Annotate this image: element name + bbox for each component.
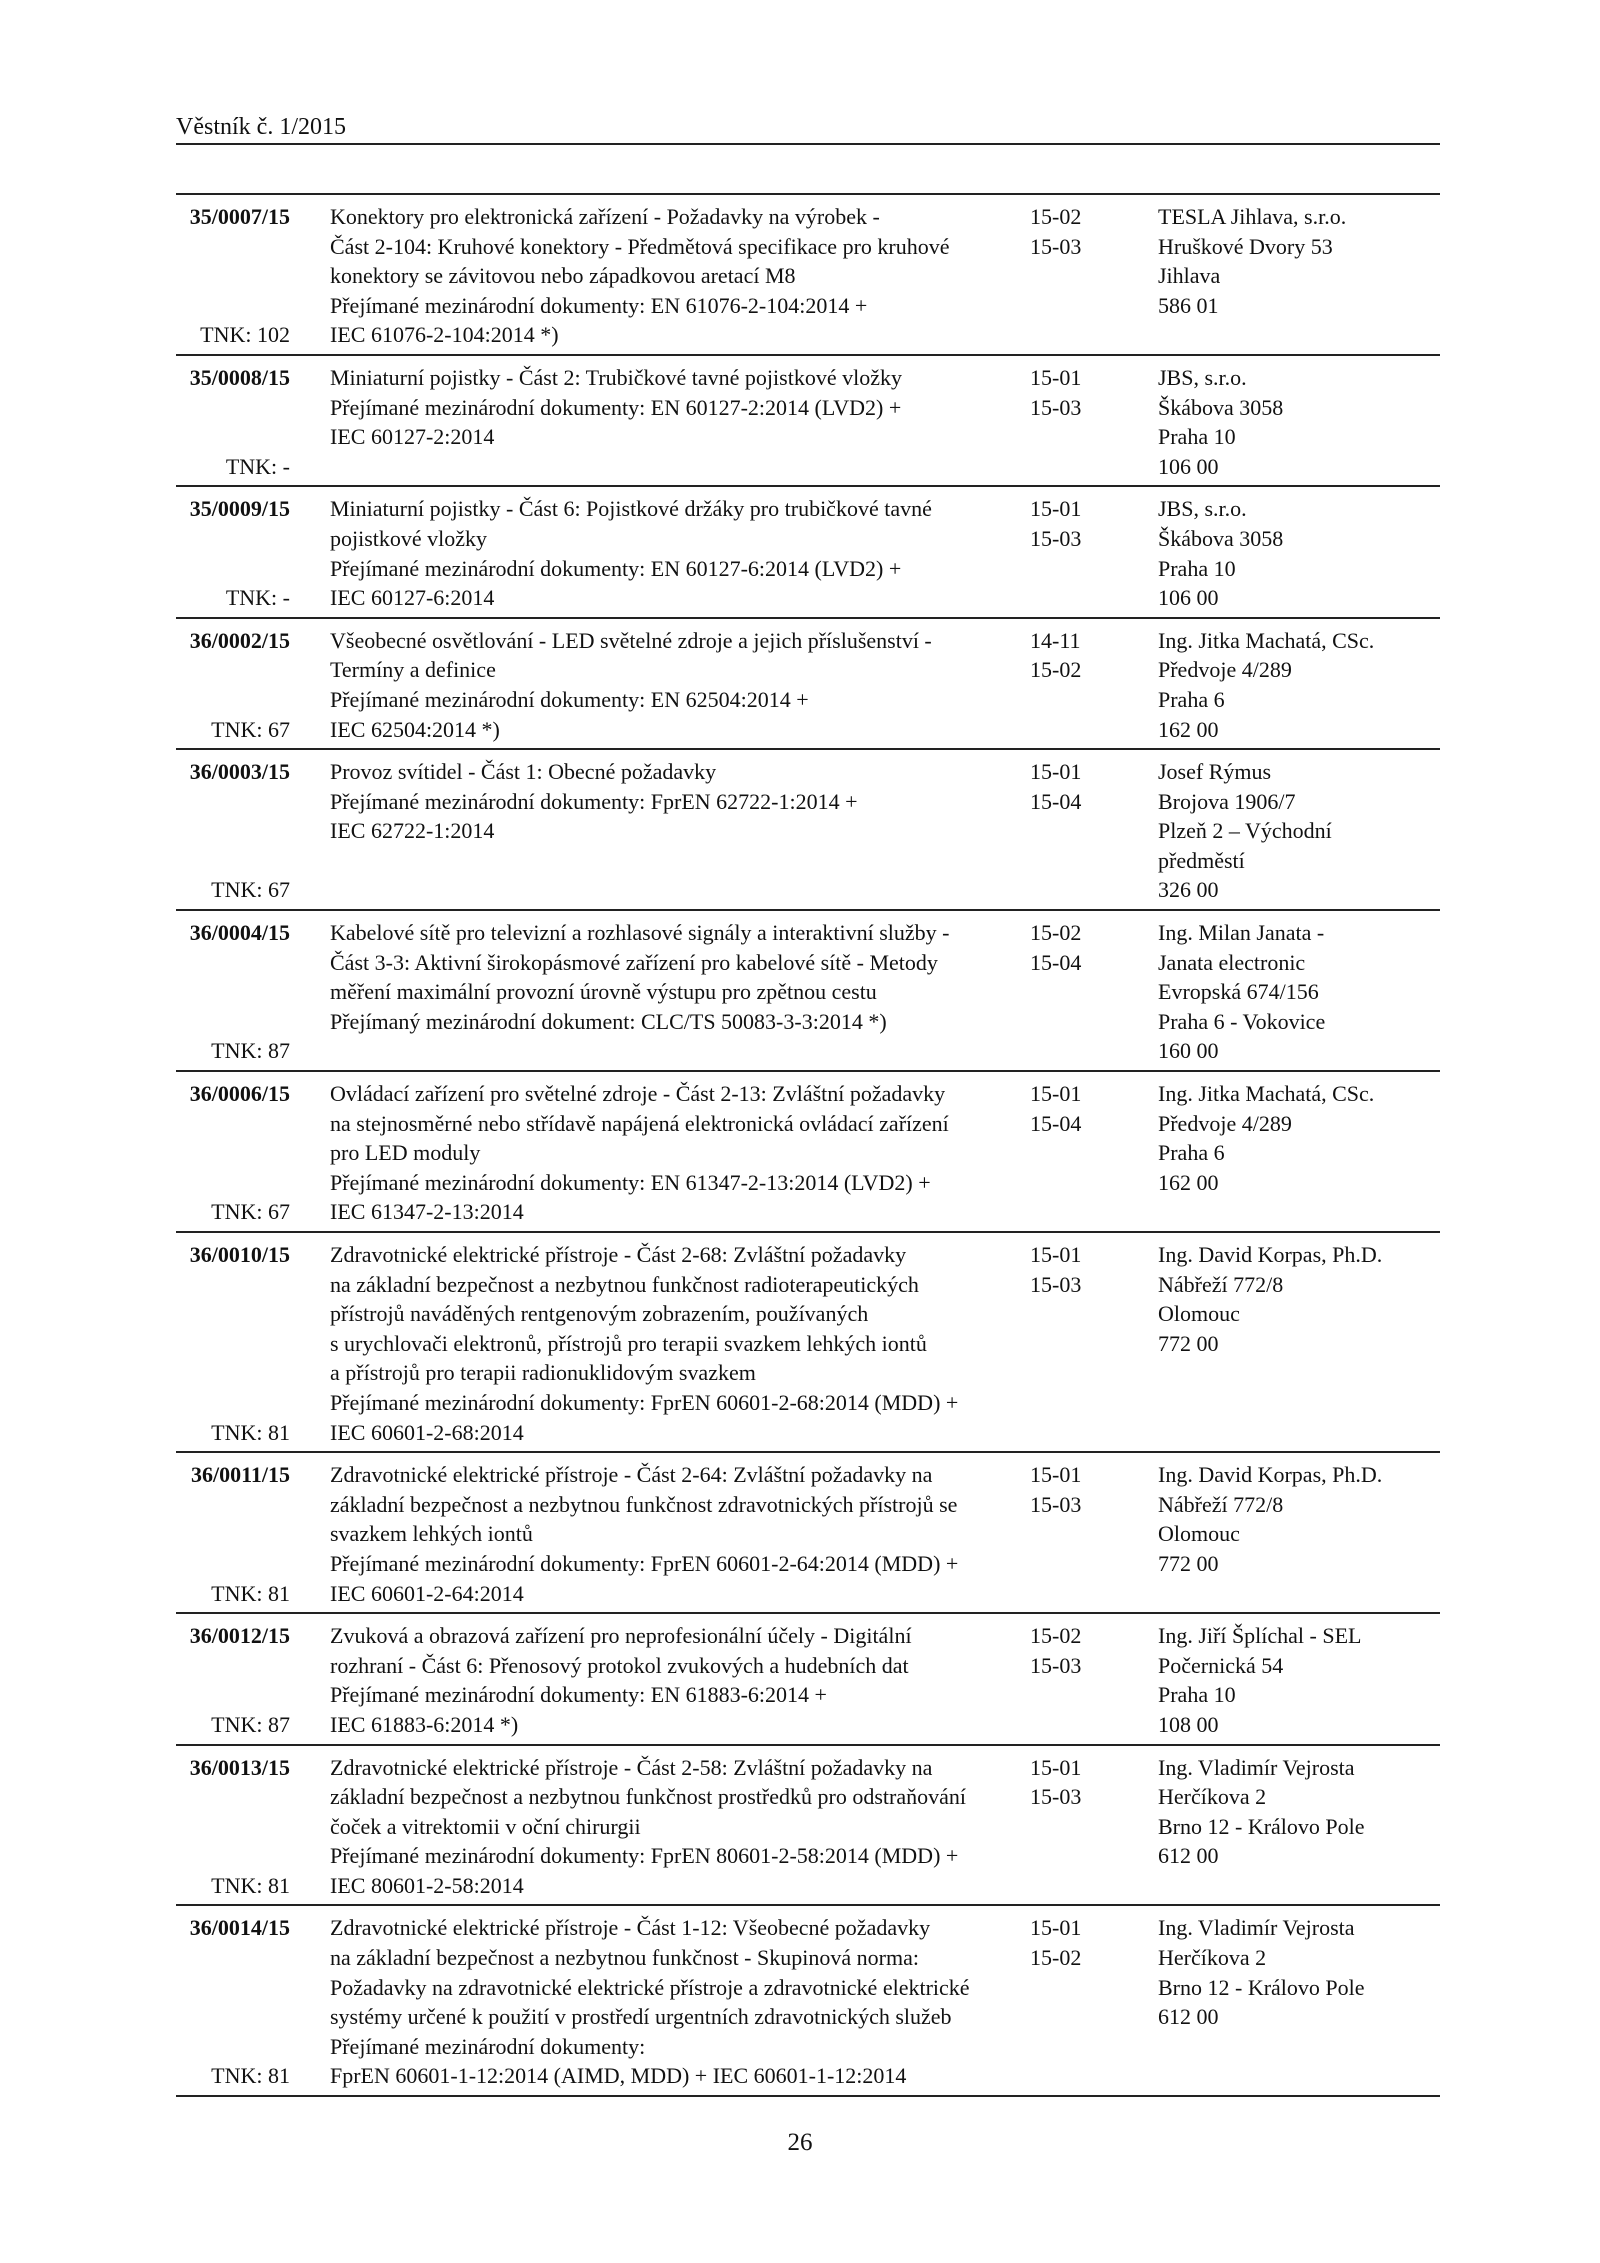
description-line: Požadavky na zdravotnické elektrické přístroje a zdravotnické elektrické — [330, 1974, 970, 2000]
tnk-label: TNK: 81 — [211, 1872, 290, 1898]
address-line: Jihlava — [1158, 263, 1221, 289]
date-value: 15-04 — [1030, 1110, 1082, 1136]
date-value: 15-03 — [1030, 525, 1082, 551]
description-line: Přejímané mezinárodní dokumenty: FprEN 60601-2-64:2014 (MDD) + — [330, 1550, 959, 1576]
standard-number: 36/0012/15 — [189, 1623, 290, 1649]
processor-address-cell — [1126, 626, 1440, 744]
date-value: 15-03 — [1030, 1652, 1082, 1678]
address-line: Ing. Jitka Machatá, CSc. — [1158, 627, 1375, 653]
description-line: IEC 60601-2-64:2014 — [330, 1580, 524, 1606]
row-identifier-cell — [176, 757, 310, 905]
standard-number: 36/0004/15 — [189, 920, 290, 946]
standard-number: 36/0002/15 — [189, 627, 290, 653]
description-line: Zdravotnické elektrické přístroje - Část 2-64: Zvláštní požadavky na — [330, 1462, 933, 1488]
processor-address-cell — [1126, 757, 1440, 905]
description-line: základní bezpečnost a nezbytnou funkčnost zdravotnických přístrojů se — [330, 1491, 958, 1517]
description-cell — [310, 918, 1030, 1066]
address-line: TESLA Jihlava, s.r.o. — [1158, 204, 1347, 229]
address-line: 162 00 — [1158, 1169, 1219, 1195]
address-line: Škábova 3058 — [1158, 394, 1284, 420]
processor-address-cell — [1126, 494, 1440, 612]
table-row — [176, 487, 1440, 618]
address-line: Ing. Vladimír Vejrosta — [1158, 1754, 1355, 1780]
address-line: Ing. Milan Janata - — [1158, 920, 1325, 946]
address-line: Josef Rýmus — [1158, 759, 1272, 785]
standards-table — [176, 193, 1440, 2097]
address-line: Praha 10 — [1158, 555, 1236, 581]
address-line: 162 00 — [1158, 716, 1219, 742]
address-line: Počernická 54 — [1158, 1652, 1284, 1678]
description-line: Kabelové sítě pro televizní a rozhlasové signály a interaktivní služby - — [330, 920, 950, 946]
description-line: Miniaturní pojistky - Část 2: Trubičkové tavné pojistkové vložky — [330, 364, 902, 390]
date-value: 15-04 — [1030, 788, 1082, 814]
description-cell — [310, 1460, 1030, 1608]
date-value: 15-02 — [1030, 1623, 1082, 1649]
description-line: IEC 61076-2-104:2014 *) — [330, 322, 559, 348]
address-line: 160 00 — [1158, 1038, 1219, 1064]
row-identifier-cell — [176, 918, 310, 1066]
dates-cell — [1030, 1079, 1126, 1227]
description-cell — [310, 1621, 1030, 1739]
address-line: Předvoje 4/289 — [1158, 657, 1292, 683]
address-line: Předvoje 4/289 — [1158, 1110, 1292, 1136]
tnk-label: TNK: 67 — [211, 716, 290, 742]
tnk-label: TNK: 87 — [211, 1038, 290, 1064]
description-line: Všeobecné osvětlování - LED světelné zdroje a jejich příslušenství - — [330, 627, 932, 653]
tnk-label: TNK: - — [225, 585, 290, 611]
processor-address-cell — [1126, 1460, 1440, 1608]
date-value: 14-11 — [1030, 627, 1081, 653]
address-line: Škábova 3058 — [1158, 525, 1284, 551]
processor-address-cell — [1126, 1621, 1440, 1739]
description-line: IEC 60601-2-68:2014 — [330, 1419, 524, 1445]
description-line: IEC 61883-6:2014 *) — [330, 1711, 519, 1737]
table-row — [176, 195, 1440, 356]
tnk-label: TNK: 102 — [200, 322, 290, 348]
description-cell — [310, 1753, 1030, 1901]
row-identifier-cell — [176, 202, 310, 350]
standard-number: 35/0008/15 — [189, 364, 290, 390]
table-row — [176, 619, 1440, 750]
address-line: Brno 12 - Královo Pole — [1158, 1813, 1365, 1839]
description-cell — [310, 202, 1030, 350]
standard-number: 36/0013/15 — [189, 1754, 290, 1780]
description-line: Přejímané mezinárodní dokumenty: EN 60127-2:2014 (LVD2) + — [330, 394, 902, 420]
description-line: Zvuková a obrazová zařízení pro neprofesionální účely - Digitální — [330, 1623, 912, 1649]
date-value: 15-03 — [1030, 1271, 1082, 1297]
description-cell — [310, 494, 1030, 612]
address-line: Brojova 1906/7 — [1158, 788, 1296, 814]
description-line: IEC 62504:2014 *) — [330, 716, 500, 742]
processor-address-cell — [1126, 918, 1440, 1066]
dates-cell — [1030, 1240, 1126, 1447]
tnk-label: TNK: 81 — [211, 2063, 290, 2089]
dates-cell — [1030, 1460, 1126, 1608]
address-line: Praha 6 — [1158, 1140, 1225, 1166]
date-value: 15-01 — [1030, 759, 1082, 785]
description-line: na základní bezpečnost a nezbytnou funkčnost - Skupinová norma: — [330, 1945, 919, 1971]
description-line: Přejímané mezinárodní dokumenty: EN 62504:2014 + — [330, 686, 809, 712]
address-line: JBS, s.r.o. — [1158, 496, 1247, 522]
date-value: 15-01 — [1030, 496, 1082, 522]
date-value: 15-03 — [1030, 1491, 1082, 1517]
address-line: Olomouc — [1158, 1301, 1240, 1327]
date-value: 15-01 — [1030, 1462, 1082, 1488]
tnk-label: TNK: 81 — [211, 1419, 290, 1445]
description-line: přístrojů naváděných rentgenovým zobrazením, používaných — [330, 1301, 869, 1327]
description-line: čoček a vitrektomii v oční chirurgii — [330, 1813, 641, 1839]
address-line: 586 01 — [1158, 292, 1219, 318]
description-line: IEC 61347-2-13:2014 — [330, 1199, 524, 1225]
date-value: 15-01 — [1030, 364, 1082, 390]
processor-address-cell — [1126, 1240, 1440, 1447]
table-row — [176, 1614, 1440, 1745]
description-line: Přejímané mezinárodní dokumenty: EN 61883-6:2014 + — [330, 1682, 827, 1708]
tnk-label: TNK: - — [225, 453, 290, 479]
address-line: 772 00 — [1158, 1550, 1219, 1576]
description-line: základní bezpečnost a nezbytnou funkčnost prostředků pro odstraňování — [330, 1784, 966, 1810]
table-row — [176, 1453, 1440, 1614]
description-line: Ovládací zařízení pro světelné zdroje - Část 2-13: Zvláštní požadavky — [330, 1081, 946, 1107]
description-line: Přejímané mezinárodní dokumenty: EN 60127-6:2014 (LVD2) + — [330, 555, 902, 581]
description-line: Přejímaný mezinárodní dokument: CLC/TS 50083-3-3:2014 *) — [330, 1008, 887, 1034]
row-identifier-cell — [176, 626, 310, 744]
description-cell — [310, 1240, 1030, 1447]
address-line: 612 00 — [1158, 1843, 1219, 1869]
table-row — [176, 1072, 1440, 1233]
address-line: Olomouc — [1158, 1521, 1240, 1547]
description-line: IEC 60127-2:2014 — [330, 424, 495, 450]
address-line: Praha 6 — [1158, 686, 1225, 712]
description-line: Konektory pro elektronická zařízení - Požadavky na výrobek - — [330, 204, 880, 229]
processor-address-cell — [1126, 202, 1440, 350]
description-line: Zdravotnické elektrické přístroje - Část 2-68: Zvláštní požadavky — [330, 1242, 907, 1267]
standard-number: 36/0006/15 — [189, 1081, 290, 1107]
table-row — [176, 1906, 1440, 2097]
dates-cell — [1030, 1621, 1126, 1739]
description-line: pro LED moduly — [330, 1140, 481, 1166]
description-line: na základní bezpečnost a nezbytnou funkčnost radioterapeutických — [330, 1271, 919, 1297]
description-line: Přejímané mezinárodní dokumenty: EN 61076-2-104:2014 + — [330, 292, 868, 318]
bulletin-title: Věstník č. 1/2015 — [176, 114, 346, 140]
row-identifier-cell — [176, 1079, 310, 1227]
standard-number: 35/0009/15 — [189, 496, 290, 522]
standard-number: 35/0007/15 — [189, 204, 290, 229]
table-row — [176, 911, 1440, 1072]
tnk-label: TNK: 67 — [211, 877, 290, 903]
description-line: IEC 60127-6:2014 — [330, 585, 495, 611]
description-line: rozhraní - Část 6: Přenosový protokol zvukových a hudebních dat — [330, 1652, 909, 1678]
row-identifier-cell — [176, 1753, 310, 1901]
address-line: Ing. David Korpas, Ph.D. — [1158, 1462, 1383, 1488]
description-cell — [310, 626, 1030, 744]
dates-cell — [1030, 918, 1126, 1066]
address-line: Brno 12 - Královo Pole — [1158, 1974, 1365, 2000]
date-value: 15-02 — [1030, 920, 1082, 946]
dates-cell — [1030, 626, 1126, 744]
date-value: 15-01 — [1030, 1915, 1082, 1941]
description-line: Přejímané mezinárodní dokumenty: — [330, 2033, 646, 2059]
row-identifier-cell — [176, 1913, 310, 2091]
description-line: Zdravotnické elektrické přístroje - Část 1-12: Všeobecné požadavky — [330, 1915, 931, 1941]
standard-number: 36/0011/15 — [190, 1462, 290, 1488]
address-line: 772 00 — [1158, 1330, 1219, 1356]
description-line: Přejímané mezinárodní dokumenty: FprEN 62722-1:2014 + — [330, 788, 858, 814]
date-value: 15-01 — [1030, 1242, 1082, 1267]
address-line: Plzeň 2 – Východní — [1158, 818, 1332, 844]
dates-cell — [1030, 1753, 1126, 1901]
description-line: FprEN 60601-1-12:2014 (AIMD, MDD) + IEC 60601-1-12:2014 — [330, 2063, 907, 2089]
address-line: 106 00 — [1158, 453, 1219, 479]
address-line: Nábřeží 772/8 — [1158, 1271, 1284, 1297]
row-identifier-cell — [176, 363, 310, 481]
description-line: Část 3-3: Aktivní širokopásmové zařízení pro kabelové sítě - Metody — [330, 949, 938, 975]
row-identifier-cell — [176, 1460, 310, 1608]
description-line: konektory se závitovou nebo západkovou aretací M8 — [330, 263, 796, 289]
description-line: a přístrojů pro terapii radionuklidovým svazkem — [330, 1360, 756, 1386]
date-value: 15-02 — [1030, 657, 1082, 683]
standard-number: 36/0014/15 — [189, 1915, 290, 1941]
description-line: IEC 80601-2-58:2014 — [330, 1872, 524, 1898]
description-line: systémy určené k použití v prostředí urgentních zdravotnických služeb — [330, 2004, 952, 2030]
row-identifier-cell — [176, 494, 310, 612]
description-line: pojistkové vložky — [330, 525, 488, 551]
description-line: Miniaturní pojistky - Část 6: Pojistkové držáky pro trubičkové tavné — [330, 496, 932, 522]
address-line: Herčíkova 2 — [1158, 1945, 1267, 1971]
address-line: Nábřeží 772/8 — [1158, 1491, 1284, 1517]
date-value: 15-03 — [1030, 1784, 1082, 1810]
dates-cell — [1030, 757, 1126, 905]
description-line: na stejnosměrné nebo střídavě napájená elektronická ovládací zařízení — [330, 1110, 949, 1136]
date-value: 15-01 — [1030, 1081, 1082, 1107]
description-cell — [310, 1079, 1030, 1227]
date-value: 15-03 — [1030, 394, 1082, 420]
address-line: JBS, s.r.o. — [1158, 364, 1247, 390]
standard-number: 36/0010/15 — [189, 1242, 290, 1267]
address-line: Praha 6 - Vokovice — [1158, 1008, 1326, 1034]
processor-address-cell — [1126, 1913, 1440, 2091]
description-line: Termíny a definice — [330, 657, 496, 683]
date-value: 15-02 — [1030, 1945, 1082, 1971]
address-line: 106 00 — [1158, 585, 1219, 611]
address-line: Herčíkova 2 — [1158, 1784, 1267, 1810]
dates-cell — [1030, 363, 1126, 481]
address-line: Hruškové Dvory 53 — [1158, 233, 1333, 259]
description-line: Provoz svítidel - Část 1: Obecné požadavky — [330, 759, 717, 785]
description-line: IEC 62722-1:2014 — [330, 818, 495, 844]
address-line: 108 00 — [1158, 1711, 1219, 1737]
standard-number: 36/0003/15 — [189, 759, 290, 785]
date-value: 15-01 — [1030, 1754, 1082, 1780]
address-line: Praha 10 — [1158, 1682, 1236, 1708]
dates-cell — [1030, 494, 1126, 612]
address-line: Evropská 674/156 — [1158, 979, 1319, 1005]
address-line: Ing. Jiří Šplíchal - SEL — [1158, 1623, 1362, 1649]
tnk-label: TNK: 81 — [211, 1580, 290, 1606]
description-line: měření maximální provozní úrovně výstupu pro zpětnou cestu — [330, 979, 877, 1005]
address-line: Ing. Jitka Machatá, CSc. — [1158, 1081, 1375, 1107]
row-identifier-cell — [176, 1621, 310, 1739]
description-line: Přejímané mezinárodní dokumenty: FprEN 80601-2-58:2014 (MDD) + — [330, 1843, 959, 1869]
address-line: Ing. David Korpas, Ph.D. — [1158, 1242, 1383, 1267]
processor-address-cell — [1126, 363, 1440, 481]
date-value: 15-03 — [1030, 233, 1082, 259]
address-line: Janata electronic — [1158, 949, 1306, 975]
table-row — [176, 1746, 1440, 1907]
address-line: 612 00 — [1158, 2004, 1219, 2030]
table-row — [176, 1233, 1440, 1453]
description-line: Část 2-104: Kruhové konektory - Předmětová specifikace pro kruhové — [330, 233, 950, 259]
description-cell — [310, 1913, 1030, 2091]
date-value: 15-04 — [1030, 949, 1082, 975]
description-line: Zdravotnické elektrické přístroje - Část 2-58: Zvláštní požadavky na — [330, 1754, 933, 1780]
description-line: svazkem lehkých iontů — [330, 1521, 533, 1547]
description-line: s urychlovači elektronů, přístrojů pro terapii svazkem lehkých iontů — [330, 1330, 927, 1356]
date-value: 15-02 — [1030, 204, 1082, 229]
description-cell — [310, 757, 1030, 905]
processor-address-cell — [1126, 1079, 1440, 1227]
tnk-label: TNK: 67 — [211, 1199, 290, 1225]
address-line: 326 00 — [1158, 877, 1219, 903]
address-line: předměstí — [1158, 847, 1245, 873]
address-line: Praha 10 — [1158, 424, 1236, 450]
address-line: Ing. Vladimír Vejrosta — [1158, 1915, 1355, 1941]
tnk-label: TNK: 87 — [211, 1711, 290, 1737]
table-row — [176, 356, 1440, 487]
description-line: Přejímané mezinárodní dokumenty: EN 61347-2-13:2014 (LVD2) + — [330, 1169, 931, 1195]
dates-cell — [1030, 202, 1126, 350]
row-identifier-cell — [176, 1240, 310, 1447]
table-row — [176, 750, 1440, 911]
description-line: Přejímané mezinárodní dokumenty: FprEN 60601-2-68:2014 (MDD) + — [330, 1389, 959, 1415]
dates-cell — [1030, 1913, 1126, 2091]
page-header — [176, 112, 1440, 145]
description-cell — [310, 363, 1030, 481]
processor-address-cell — [1126, 1753, 1440, 1901]
page-number: 26 — [787, 2129, 813, 2156]
